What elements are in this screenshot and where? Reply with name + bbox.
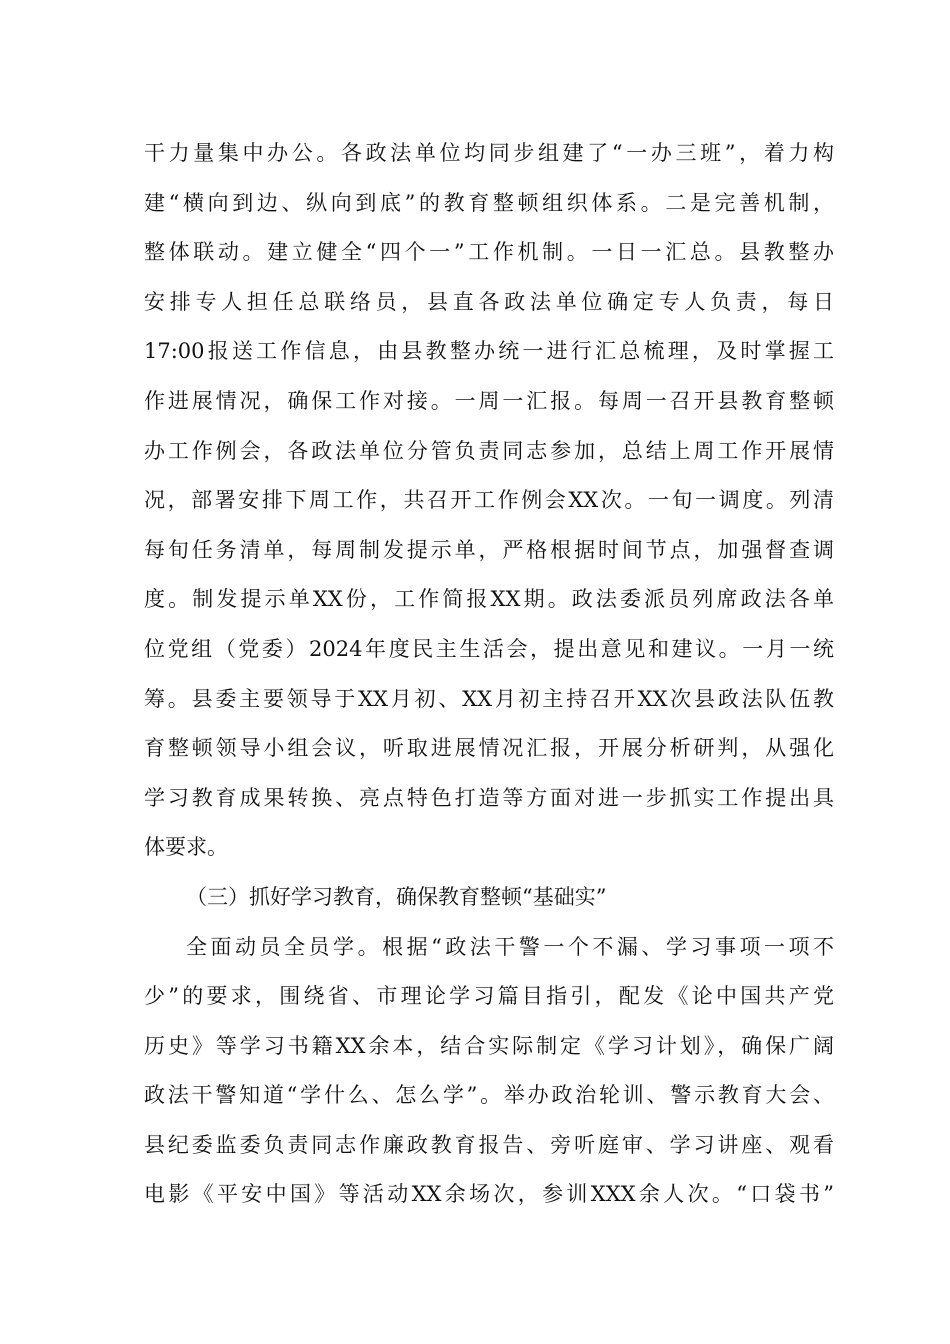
- text-line: 育整顿领导小组会议，听取进展情况汇报，开展分析研判，从强化: [144, 736, 834, 761]
- text-line: 安排专人担任总联络员，县直各政法单位确定专人负责，每日: [144, 289, 834, 314]
- section-heading: （三）抓好学习教育，确保教育整顿“基础实”: [186, 884, 607, 909]
- text-line: 历史》等学习书籍XX余本，结合实际制定《学习计划》，确保广阔: [144, 1033, 834, 1058]
- paragraph-first-line: 全面动员全员学。根据“政法干警一个不漏、学习事项一项不: [186, 934, 834, 959]
- text-line: 建“横向到边、纵向到底”的教育整顿组织体系。二是完善机制，: [144, 190, 834, 215]
- text-line: 度。制发提示单XX份，工作简报XX期。政法委派员列席政法各单: [144, 587, 834, 612]
- text-line: 政法干警知道“学什么、怎么学”。举办政治轮训、警示教育大会、: [144, 1083, 834, 1108]
- text-line: 筹。县委主要领导于XX月初、XX月初主持召开XX次县政法队伍教: [144, 686, 834, 711]
- text-line: 学习教育成果转换、亮点特色打造等方面对进一步抓实工作提出具: [144, 785, 834, 810]
- text-line: 办工作例会，各政法单位分管负责同志参加，总结上周工作开展情: [144, 438, 834, 463]
- text-line: 况，部署安排下周工作，共召开工作例会XX次。一旬一调度。列清: [144, 488, 834, 513]
- text-line: 作进展情况，确保工作对接。一周一汇报。每周一召开县教育整顿: [144, 388, 834, 413]
- text-line: 少”的要求，围绕省、市理论学习篇目指引，配发《论中国共产党: [144, 984, 834, 1009]
- text-line: 整体联动。建立健全“四个一”工作机制。一日一汇总。县教整办: [144, 240, 834, 265]
- text-line: 体要求。: [144, 835, 228, 860]
- text-line: 位党组（党委）2024年度民主生活会，提出意见和建议。一月一统: [144, 636, 834, 661]
- text-line: 电影《平安中国》等活动XX余场次，参训XXX余人次。“口袋书”: [144, 1182, 834, 1207]
- text-line: 17:00报送工作信息，由县教整办统一进行汇总梳理，及时掌握工: [144, 339, 834, 364]
- body-text: [144, 129, 834, 1220]
- text-line: 每旬任务清单，每周制发提示单，严格根据时间节点，加强督查调: [144, 537, 834, 562]
- text-line: 干力量集中办公。各政法单位均同步组建了“一办三班”，着力构: [144, 141, 834, 165]
- text-line: 县纪委监委负责同志作廉政教育报告、旁听庭审、学习讲座、观看: [144, 1132, 834, 1157]
